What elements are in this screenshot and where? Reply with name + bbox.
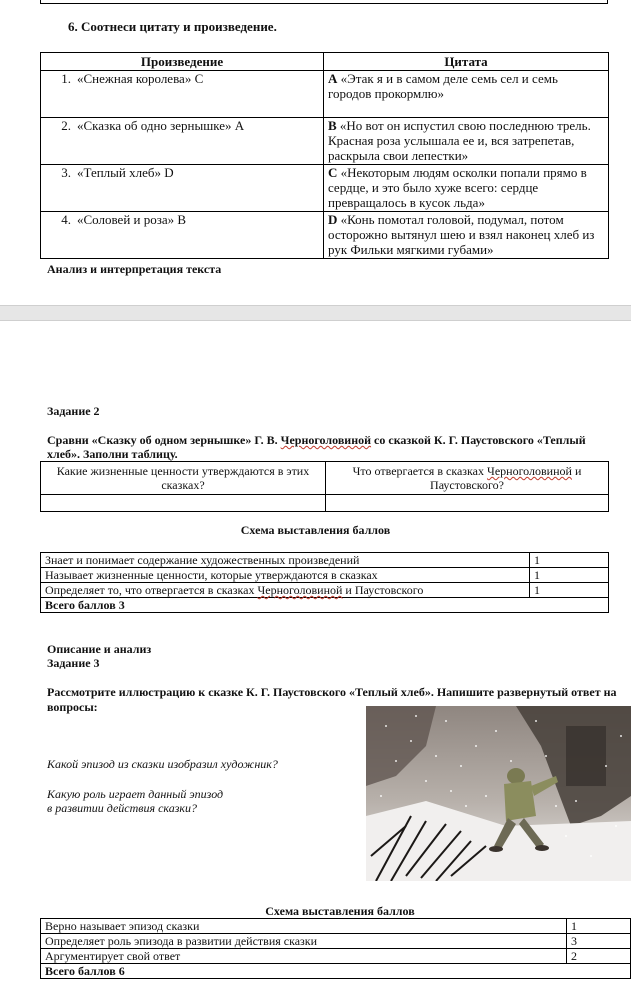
quote-letter: А (328, 71, 338, 86)
page-break (0, 305, 631, 321)
answer-cell-rejected[interactable] (326, 495, 609, 512)
criterion-cell (41, 583, 530, 598)
question-2-line-2: в развитии действия сказки? (47, 801, 198, 815)
table-row (41, 165, 609, 212)
criterion-cell: Аргументирует свой ответ (41, 949, 567, 964)
table-row (41, 598, 609, 613)
page-1 (0, 0, 631, 305)
table-row (41, 118, 609, 165)
total-cell: Всего баллов 6 (41, 964, 631, 979)
instruction-text: Сравни «Сказку об одном зернышке» Г. В. (47, 433, 281, 447)
score-cell: 1 (530, 583, 609, 598)
row-number: 3. (61, 165, 71, 180)
table-row (41, 583, 609, 598)
quote-cell (324, 71, 609, 118)
matching-table (40, 52, 609, 259)
table-row (41, 212, 609, 259)
table-row (41, 919, 631, 934)
score-cell: 1 (530, 568, 609, 583)
header-work: Произведение (41, 53, 324, 71)
header-name: Черноголовиной (487, 464, 572, 478)
table-row (41, 949, 631, 964)
table-row (41, 964, 631, 979)
task2-instruction (47, 433, 617, 461)
task3-instruction: Рассмотрите иллюстрацию к сказке К. Г. Паустовского «Теплый хлеб». Напишите развернутый ответ на вопросы: (47, 685, 617, 714)
answer-cell-values[interactable] (41, 495, 326, 512)
row-number: 4. (61, 212, 71, 227)
criterion-cell: Определяет роль эпизода в развитии действия сказки (41, 934, 567, 949)
section-heading: Анализ и интерпретация текста (47, 262, 222, 276)
comparison-header-values: Какие жизненные ценности утверждаются в этих сказках? (41, 462, 326, 495)
task6-title: 6. Соотнеси цитату и произведение. (68, 19, 277, 34)
quote-text: «Некоторым людям осколки попали прямо в сердце, и это было хуже всего: сердце превращалось в кусок льда» (328, 165, 587, 210)
table-row (41, 568, 609, 583)
quote-text: «Конь помотал головой, подумал, потом осторожно вытянул шею и взял наконец хлеб из рук Фильки мягкими губами» (328, 212, 595, 257)
work-cell (41, 71, 324, 118)
quote-text: «Но вот он испустил свою последнюю трель. Красная роза услышала ее и, вся затрепетав, раскрыла свои лепестки» (328, 118, 591, 163)
previous-table-bottom (40, 0, 608, 4)
comparison-header-rejected (326, 462, 609, 495)
header-text: Что отвергается в сказках (352, 464, 488, 478)
snowstorm-illustration (366, 706, 631, 881)
score-cell: 1 (530, 553, 609, 568)
total-cell: Всего баллов 3 (41, 598, 609, 613)
question-2-line-1: Какую роль играет данный эпизод (47, 787, 224, 801)
illustration-image (366, 706, 631, 881)
instruction-text: со сказкой К. Г. Паустовского «Теплый хлеб». Заполни таблицу. (47, 433, 586, 461)
header-text: и Паустовского? (430, 464, 582, 492)
row-number: 1. (61, 71, 71, 86)
work-text: «Соловей и роза» B (77, 212, 187, 227)
header-quote: Цитата (324, 53, 609, 71)
task2-scoring-title: Схема выставления баллов (240, 523, 391, 537)
task2-scoring-table (40, 552, 609, 613)
question-1: Какой эпизод из сказки изобразил художник? (47, 757, 278, 771)
page-2 (0, 321, 631, 1005)
instruction-name: Черноголовиной (280, 433, 372, 447)
work-cell (41, 212, 324, 259)
work-text: «Снежная королева» C (77, 71, 204, 86)
criterion-cell: Называет жизненные ценности, которые утверждаются в сказках (41, 568, 530, 583)
row-number: 2. (61, 118, 71, 133)
table-row (41, 71, 609, 118)
table-row (41, 934, 631, 949)
criterion-cell: Верно называет эпизод сказки (41, 919, 567, 934)
task2-label: Задание 2 (47, 404, 100, 418)
work-text: «Теплый хлеб» D (77, 165, 174, 180)
score-cell: 2 (567, 949, 631, 964)
table-row (41, 553, 609, 568)
comparison-table (40, 461, 609, 512)
task3-section: Описание и анализ (47, 642, 152, 656)
task3-scoring-table (40, 918, 631, 979)
quote-letter: B (328, 118, 337, 133)
criterion-text: и Паустовского (342, 583, 424, 597)
work-cell (41, 118, 324, 165)
score-cell: 3 (567, 934, 631, 949)
task3-scoring-title: Схема выставления баллов (265, 904, 415, 918)
work-text: «Сказка об одно зернышке» А (77, 118, 245, 133)
criterion-cell: Знает и понимает содержание художественных произведений (41, 553, 530, 568)
task3-label: Задание 3 (47, 656, 100, 670)
quote-cell (324, 118, 609, 165)
criterion-name: Черноголовиной (257, 583, 343, 597)
work-cell (41, 165, 324, 212)
score-cell: 1 (567, 919, 631, 934)
quote-cell (324, 212, 609, 259)
quote-letter: D (328, 212, 338, 227)
quote-cell (324, 165, 609, 212)
criterion-text: Определяет то, что отвергается в сказках (45, 583, 258, 597)
quote-text: «Этак я и в самом деле семь сел и семь городов прокормлю» (328, 71, 558, 101)
quote-letter: C (328, 165, 338, 180)
